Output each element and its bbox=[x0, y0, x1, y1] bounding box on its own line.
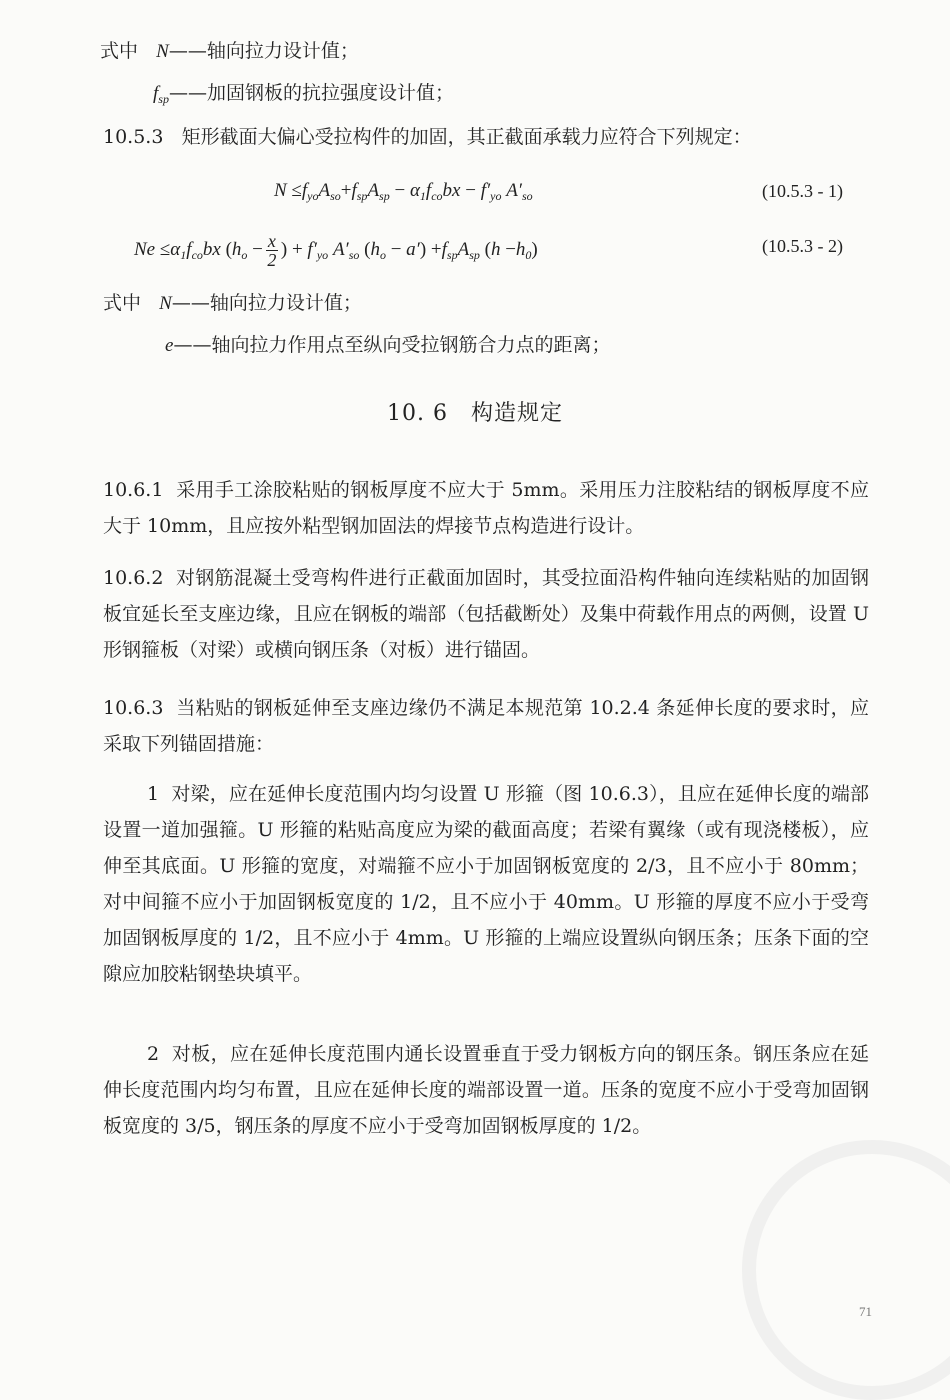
clause-number: 10.6.2 bbox=[103, 567, 164, 589]
definitions-line bbox=[100, 38, 359, 65]
clause-number: 10.5.3 bbox=[103, 126, 164, 148]
symbol-f: f bbox=[153, 83, 159, 104]
definitions-prefix: 式中 bbox=[103, 292, 142, 314]
clause-number: 10.6.1 bbox=[103, 479, 164, 501]
section-heading: 10. 6 构造规定 bbox=[387, 401, 563, 426]
clause-10-6-2 bbox=[103, 560, 869, 668]
definition-text: ——轴向拉力作用点至纵向受拉钢筋合力点的距离； bbox=[173, 334, 611, 356]
clause-number: 10.6.3 bbox=[103, 697, 164, 719]
equation-10-5-3-2: $Ne \le\alpha_1f_{co}bx$ ($h_o$ − $\frac{x}{2}$ ) + $f'_{yo}$ $A'_{so}$ $(h_o - a') +f_{sp}A_{sp}$ $(h -h_0)$ bbox=[134, 231, 538, 270]
item-text: 对板，应在延伸长度范围内通长设置垂直于受力钢板方向的钢压条。钢压条应在延伸长度范围内均匀布置，且应在延伸长度的端部设置一道。压条的宽度不应小于受弯加固钢板宽度的 3/5，钢压条的厚度不应小于受弯加固钢板厚度的 1/2。 bbox=[103, 1043, 869, 1137]
symbol-e: e bbox=[165, 335, 174, 356]
item-text: 对梁，应在延伸长度范围内均匀设置 U 形箍（图 10.6.3），且应在延伸长度的端部设置一道加强箍。U 形箍的粘贴高度应为梁的截面高度；若梁有翼缘（或有现浇楼板），应伸至其底面。U 形箍的宽度，对端箍不应小于加固钢板宽度的 2/3，且不应小于 80mm；对中间箍不应小于加固钢板宽度的 1/2，且不应小于 40mm。U 形箍的厚度不应小于受弯加固钢板厚度的 1/2，且不应小于 4mm。U 形箍的上端应设置纵向钢压条；压条下面的空隙应加胶粘钢垫块填平。 bbox=[103, 783, 869, 985]
definition-text: ——轴向拉力设计值； bbox=[171, 292, 362, 314]
definitions-line bbox=[153, 80, 454, 112]
definition-text: ——轴向拉力设计值； bbox=[168, 40, 359, 62]
clause-10-6-3 bbox=[103, 690, 869, 762]
definition-text: ——加固钢板的抗拉强度设计值； bbox=[168, 82, 454, 104]
page-number: 71 bbox=[859, 1304, 872, 1319]
fraction-x-over-2: $\frac{x}{2}$ bbox=[267, 231, 277, 270]
symbol-N: N bbox=[156, 41, 169, 62]
definitions-line bbox=[165, 332, 610, 359]
clause-text: 对钢筋混凝土受弯构件进行正截面加固时，其受拉面沿构件轴向连续粘贴的加固钢板宜延长至支座边缘，且应在钢板的端部（包括截断处）及集中荷载作用点的两侧，设置 U 形钢箍板（对梁）或横向钢压条（对板）进行锚固。 bbox=[103, 567, 869, 661]
list-item-2 bbox=[103, 1036, 869, 1144]
watermark-seal-icon bbox=[742, 1140, 950, 1400]
clause-text: 矩形截面大偏心受拉构件的加固，其正截面承载力应符合下列规定： bbox=[181, 126, 752, 148]
definitions-line bbox=[103, 290, 362, 317]
clause-10-5-3 bbox=[103, 124, 752, 150]
definitions-prefix: 式中 bbox=[100, 40, 139, 62]
equation-number: (10.5.3 - 1) bbox=[762, 181, 843, 201]
symbol-N: N bbox=[159, 293, 172, 314]
clause-text: 采用手工涂胶粘贴的钢板厚度不应大于 5mm。采用压力注胶粘结的钢板厚度不应大于 10mm，且应按外粘型钢加固法的焊接节点构造进行设计。 bbox=[103, 479, 869, 537]
item-number: 1 bbox=[147, 783, 160, 805]
list-item-1 bbox=[103, 776, 869, 992]
clause-text: 当粘贴的钢板延伸至支座边缘仍不满足本规范第 10.2.4 条延伸长度的要求时，应采取下列锚固措施： bbox=[103, 697, 869, 755]
item-number: 2 bbox=[147, 1043, 160, 1065]
clause-10-6-1 bbox=[103, 472, 869, 544]
equation-number: (10.5.3 - 2) bbox=[762, 236, 843, 256]
symbol-subscript: sp bbox=[158, 92, 169, 106]
equation-10-5-3-1: $N \le f_{yo}A_{so}+f_{sp}A_{sp} - \alpha_1f_{co}bx - f'_{yo}$ $A'_{so}$ bbox=[274, 180, 533, 203]
